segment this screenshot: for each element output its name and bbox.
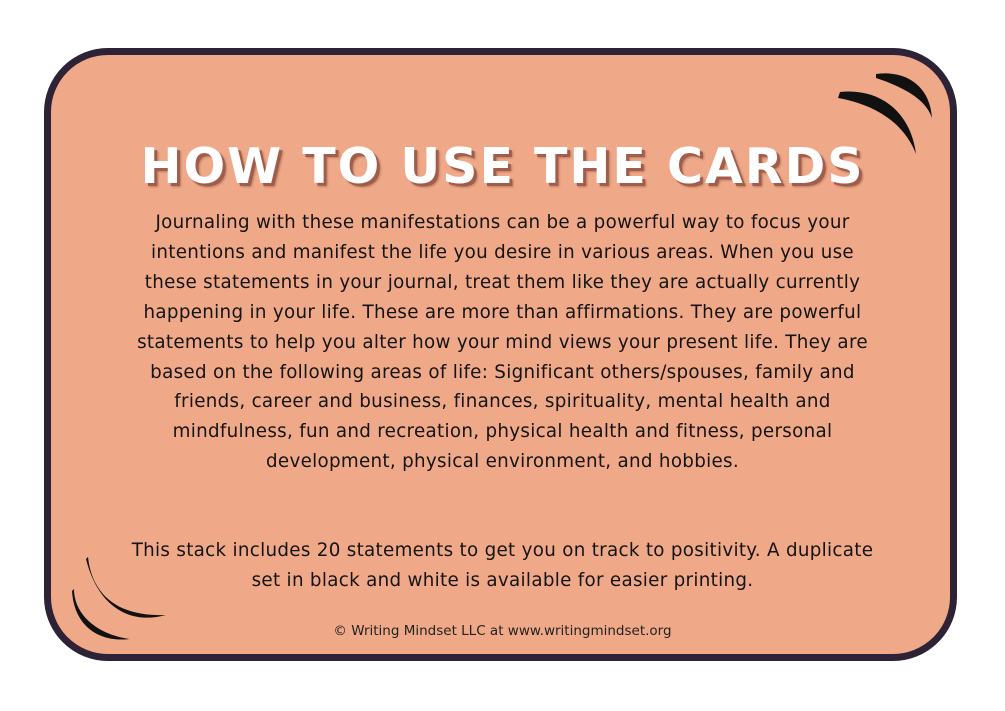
intro-paragraph: Journaling with these manifestations can be a powerful way to focus your intentions and manifest the life you desire in various areas. When you use these statements in your journal, treat them like they are actually currently happening in your life. These are more than affirmations. They are powerful statements to help you alter how your mind views your present life. They are based on the following areas of life: Significant others/spouses, family and friends, career and business, finances, spirituality, mental health and mindfulness, fun and recreation, physical health and fitness, personal development, physical environment, and hobbies. bbox=[137, 212, 868, 473]
stack-info-paragraph: This stack includes 20 statements to get you on track to positivity. A duplicate set in black and white is available for easier printing. bbox=[131, 540, 874, 591]
copyright-footer: © Writing Mindset LLC at www.writingmindset.org bbox=[333, 623, 672, 639]
page-title: HOW TO USE THE CARDS bbox=[140, 138, 865, 195]
